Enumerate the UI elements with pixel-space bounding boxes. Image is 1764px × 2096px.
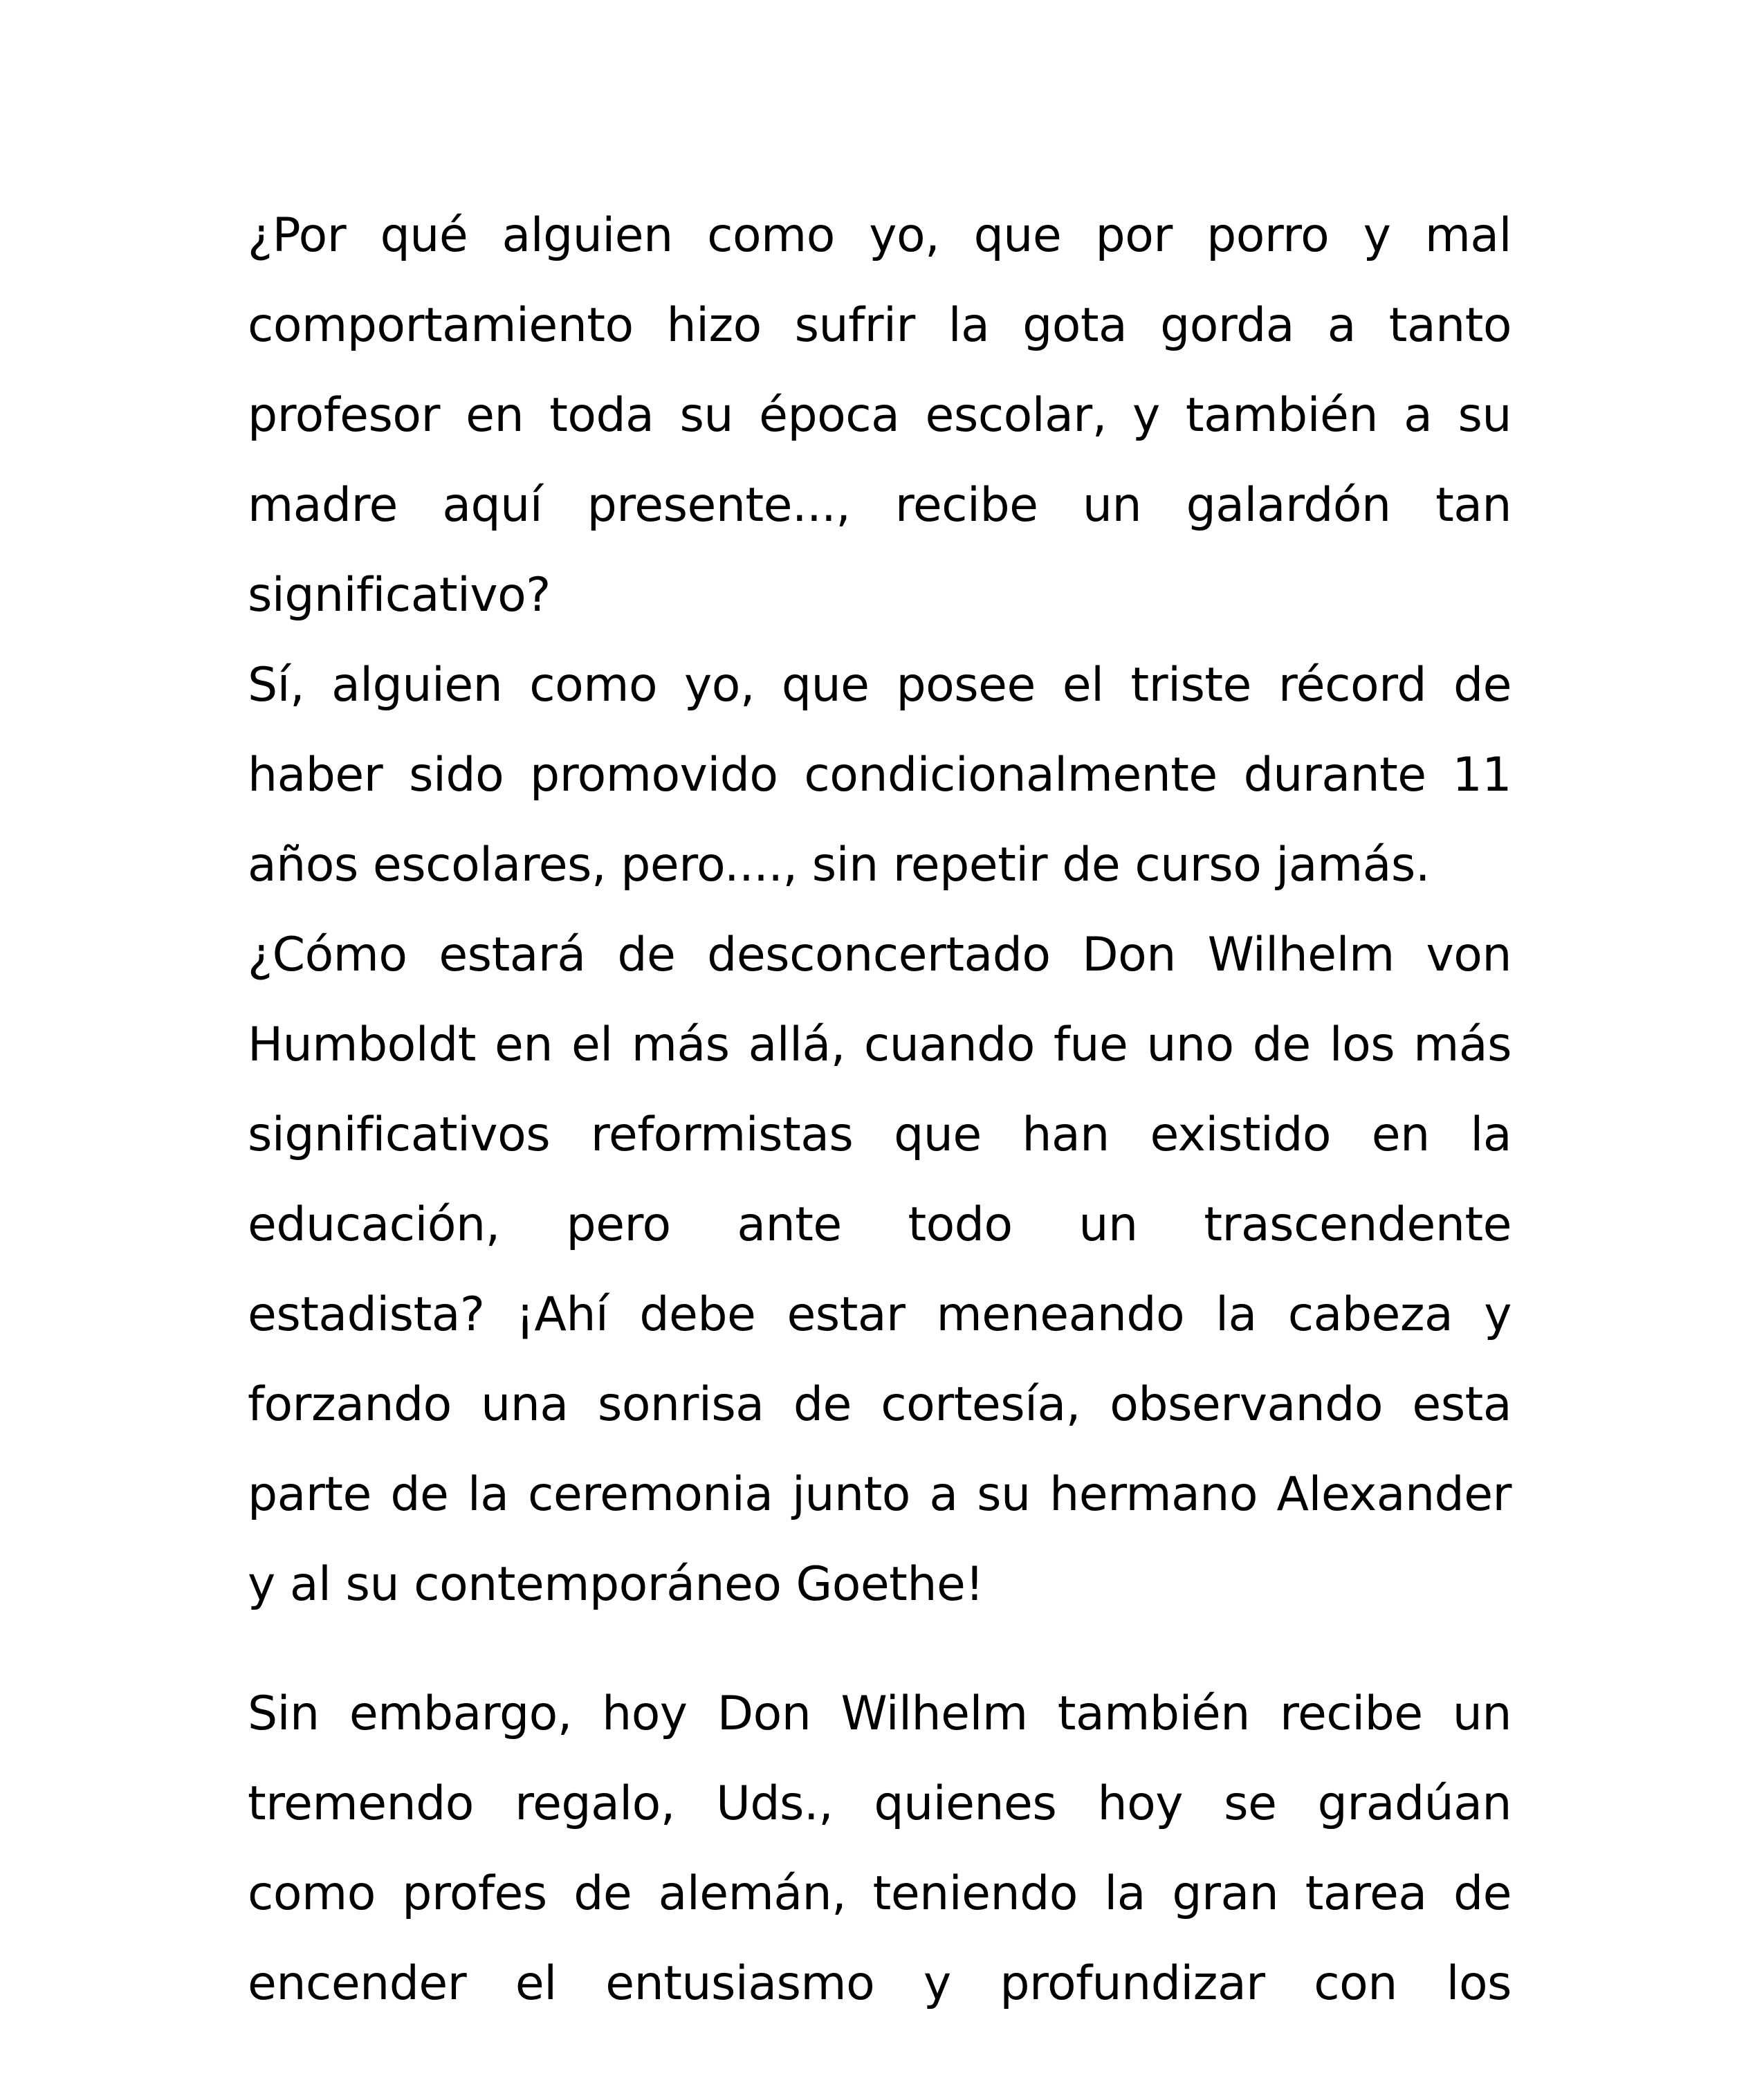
text-line: forzando una sonrisa de cortesía, observando esta <box>248 1377 1512 1432</box>
text-line: parte de la ceremonia junto a su hermano Alexander <box>248 1467 1512 1522</box>
text-line: educación, pero ante todo un trascendente <box>248 1197 1512 1252</box>
paragraph <box>248 641 1512 910</box>
text-line: Sí, alguien como yo, que posee el triste récord de <box>248 658 1512 713</box>
text-line: significativos reformistas que han existido en la <box>248 1107 1512 1162</box>
text-block <box>248 191 1512 2029</box>
text-line: haber sido promovido condicionalmente durante 11 <box>248 748 1512 802</box>
text-line: ¿Cómo estará de desconcertado Don Wilhelm von <box>248 928 1512 982</box>
text-line: Sin embargo, hoy Don Wilhelm también recibe un <box>248 1686 1512 1741</box>
text-line: significativo? <box>248 568 551 623</box>
text-line: comportamiento hizo sufrir la gota gorda a tanto <box>248 298 1512 353</box>
paragraph <box>248 191 1512 641</box>
paragraph <box>248 910 1512 1630</box>
paragraph <box>248 1669 1512 2029</box>
text-line: años escolares, pero...., sin repetir de curso jamás. <box>248 838 1430 892</box>
text-line: encender el entusiasmo y profundizar con los <box>248 1956 1512 2011</box>
text-line: como profes de alemán, teniendo la gran tarea de <box>248 1866 1512 1921</box>
text-line: madre aquí presente..., recibe un galardón tan <box>248 478 1512 533</box>
text-line: tremendo regalo, Uds., quienes hoy se gradúan <box>248 1776 1512 1831</box>
text-line: profesor en toda su época escolar, y también a su <box>248 388 1512 443</box>
text-line: estadista? ¡Ahí debe estar meneando la cabeza y <box>248 1287 1512 1342</box>
text-line: Humboldt en el más allá, cuando fue uno de los más <box>248 1018 1512 1072</box>
text-line: ¿Por qué alguien como yo, que por porro y mal <box>248 208 1512 263</box>
text-line: y al su contemporáneo Goethe! <box>248 1557 984 1612</box>
